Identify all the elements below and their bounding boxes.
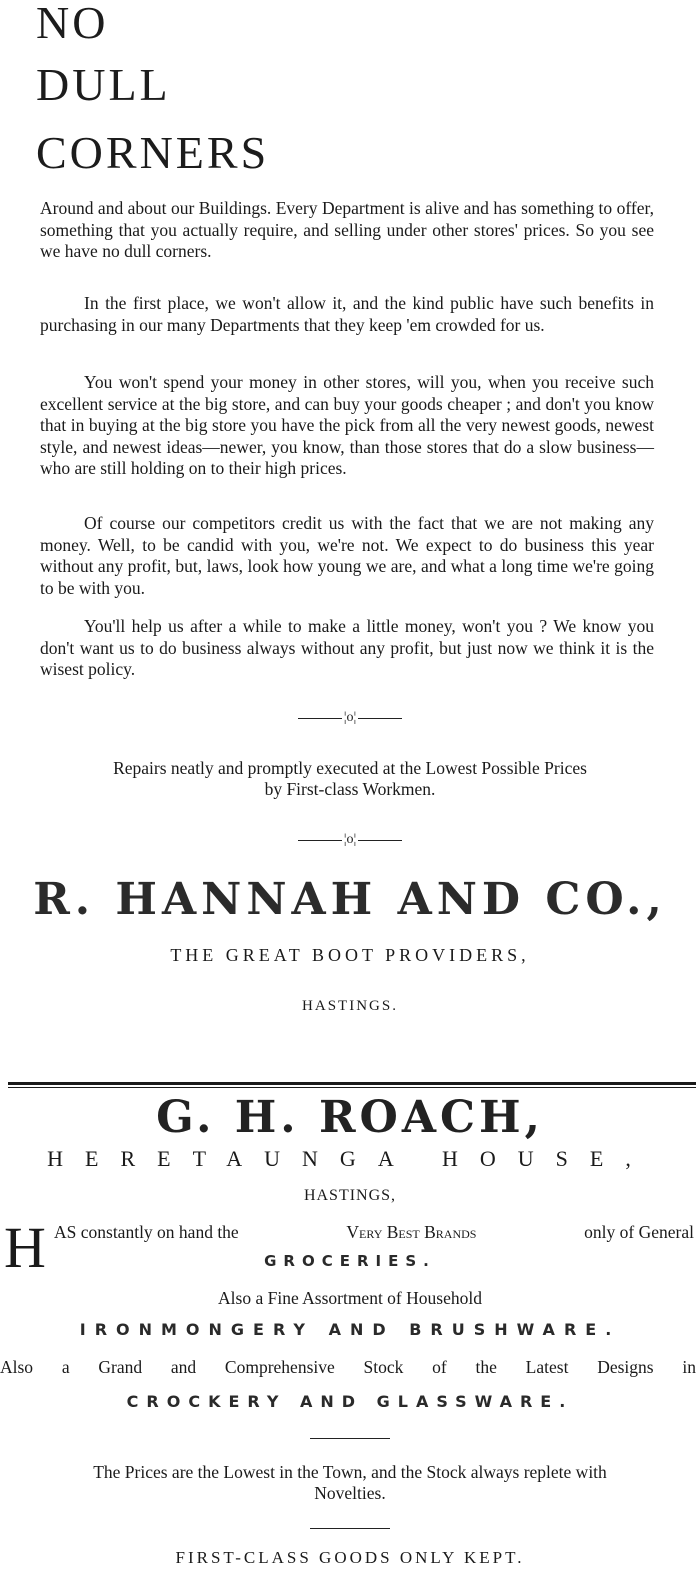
ad-separator-rule — [8, 1082, 696, 1088]
groceries-heading: GROCERIES. — [264, 1252, 436, 1270]
repairs-line-1: Repairs neatly and promptly executed at the Lowest Possible Prices — [113, 758, 587, 778]
ornamental-divider-2 — [0, 832, 700, 848]
ornamental-divider — [0, 710, 700, 726]
stock-line-1-end: only of General — [584, 1222, 694, 1242]
stock-line-1 — [54, 1222, 694, 1243]
merchant-name: G. H. ROACH, — [156, 1092, 544, 1143]
short-rule-1 — [310, 1438, 390, 1439]
paragraph-5: You'll help us after a while to make a little money, won't you ? We know you don't want us to do business always without any profit, but just now we think it is the wisest policy. — [40, 616, 654, 679]
short-rule-2 — [310, 1528, 390, 1529]
ironmongery-heading: IRONMONGERY AND BRUSHWARE. — [79, 1320, 621, 1339]
prices-line-1: The Prices are the Lowest in the Town, and the Stock always replete with — [93, 1462, 607, 1482]
repairs-notice — [0, 758, 700, 800]
stock-line-1-start: AS constantly on hand the — [54, 1222, 239, 1242]
headline-no: NO — [36, 0, 109, 48]
very-best-brands: Very Best Brands — [346, 1222, 477, 1242]
paragraph-2: In the first place, we won't allow it, and the kind public have such benefits in purchasing in our many Departments that they keep 'em crowded for us. — [40, 293, 654, 335]
firm-town: HASTINGS. — [302, 998, 398, 1014]
paragraph-3: You won't spend your money in other stores, will you, when you receive such excellent service at the big store, and can buy your goods cheaper ; and don't you know that in buying at the big store you have the pick from all the very newest goods, newest style, and newest ideas—newer, you know, than those stores that do a slow business—who are still holding on to their high prices. — [40, 372, 654, 478]
dropcap-letter: H — [4, 1215, 46, 1280]
house-name: HERETAUNGA HOUSE, — [47, 1146, 653, 1171]
repairs-line-2: by First-class Workmen. — [264, 779, 436, 799]
household-line: Also a Fine Assortment of Household — [218, 1288, 482, 1308]
prices-line-2: Novelties. — [314, 1483, 386, 1503]
merchant-town: HASTINGS, — [303, 1187, 397, 1204]
prices-notice — [0, 1462, 700, 1504]
footer-slogan: FIRST-CLASS GOODS ONLY KEPT. — [175, 1548, 525, 1567]
firm-name: R. HANNAH AND CO., — [33, 874, 667, 925]
crockery-heading: CROCKERY AND GLASSWARE. — [126, 1392, 574, 1411]
crockery-line: Also a Grand and Comprehensive Stock of the Latest Designs in — [0, 1357, 696, 1377]
divider-ornament: ¦o¦ — [343, 710, 357, 725]
paragraph-4: Of course our competitors credit us with the fact that we are not making any money. Well, to be candid with you, we're not. We expect to do business this year without any profit, but, laws, look how young we are, and what a long time we're going to be with you. — [40, 513, 654, 598]
paragraph-1: Around and about our Buildings. Every Department is alive and has something to offer, something that you actually require, and selling under other stores' prices. So you see we have no dull corners. — [40, 198, 654, 261]
headline-corners: CORNERS — [36, 127, 270, 178]
firm-tagline: THE GREAT BOOT PROVIDERS, — [170, 945, 530, 965]
headline-dull: DULL — [36, 59, 171, 110]
divider-ornament-2: ¦o¦ — [343, 832, 357, 847]
